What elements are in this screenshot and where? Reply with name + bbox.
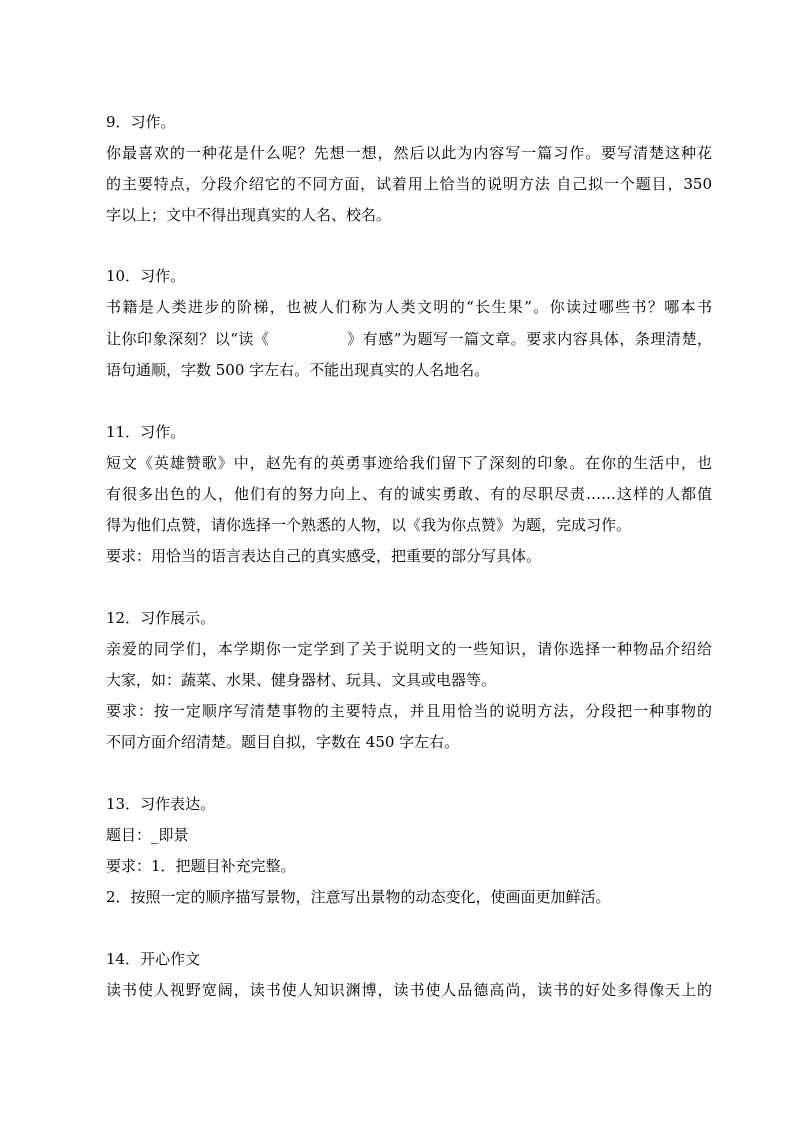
section-9-line-1: 你最喜欢的一种花是什么呢？先想一想，然后以此为内容写一篇习作。要写清楚这种花 [106,144,712,162]
section-10-line-3: 语句通顺，字数 500 字左右。不能出现真实的人名地名。 [106,361,490,379]
section-14-line-1: 读书使人视野宽阔，读书使人知识渊博，读书使人品德高尚，读书的好处多得像天上的 [106,981,712,999]
section-12-line-1: 亲爱的同学们，本学期你一定学到了关于说明文的一些知识，请你选择一种物品介绍给 [106,640,712,658]
section-9-line-3: 字以上；文中不得出现真实的人名、校名。 [106,206,392,224]
section-13-line-3: 2．按照一定的顺序描写景物，注意写出景物的动态变化，使画面更加鲜活。 [106,888,611,906]
section-12-line-2: 大家，如：蔬菜、水果、健身器材、玩具、文具或电器等。 [106,671,497,689]
section-9-line-2: 的主要特点，分段介绍它的不同方面，试着用上恰当的说明方法 自己拟一个题目，350 [106,175,712,193]
section-11-line-3: 得为他们点赞，请你选择一个熟悉的人物，以《我为你点赞》为题，完成习作。 [106,516,632,534]
section-9-heading: 9．习作。 [106,113,176,131]
section-10-heading: 10．习作。 [106,267,186,285]
section-11-heading: 11．习作。 [106,423,186,441]
section-10-line-1: 书籍是人类进步的阶梯，也被人们称为人类文明的“长生果”。你读过哪些书？哪本书 [106,298,712,316]
section-12-line-4: 不同方面介绍清楚。题目自拟，字数在 450 字左右。 [106,733,460,751]
section-13-line-1: 题目：_即景 [106,826,189,844]
section-11-line-4: 要求：用恰当的语言表达自己的真实感受，把重要的部分写具体。 [106,547,542,565]
section-11-line-1: 短文《英雄赞歌》中，赵先有的英勇事迹给我们留下了深刻的印象。在你的生活中，也 [106,454,712,472]
section-12-heading: 12．习作展示。 [106,609,216,627]
section-13-heading: 13．习作表达。 [106,795,216,813]
section-14-heading: 14．开心作文 [106,950,201,968]
section-11-line-2: 有很多出色的人，他们有的努力向上、有的诚实勇敢、有的尽职尽责……这样的人都值 [106,485,712,503]
section-12-line-3: 要求：按一定顺序写清楚事物的主要特点，并且用恰当的说明方法，分段把一种事物的 [106,702,712,720]
section-10-line-2: 让你印象深刻？以“读《 》有感”为题写一篇文章。要求内容具体，条理清楚， [106,330,712,348]
section-13-line-2: 要求：1．把题目补充完整。 [106,857,296,875]
